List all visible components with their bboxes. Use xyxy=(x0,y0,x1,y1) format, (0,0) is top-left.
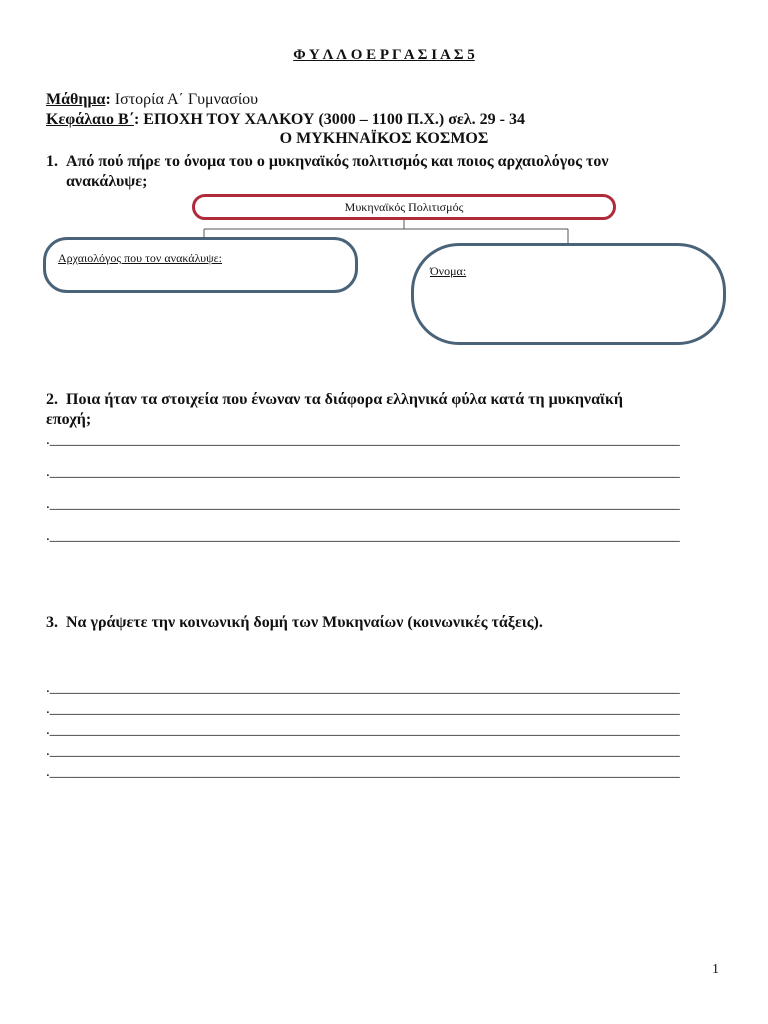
question-number: 2. xyxy=(46,391,58,408)
name-box[interactable] xyxy=(411,243,726,345)
answer-line[interactable]: .____________________________________________________________________________________ xyxy=(46,496,680,512)
question-text-cont: ανακάλυψε; xyxy=(66,173,148,190)
answer-line[interactable]: .____________________________________________________________________________________ xyxy=(46,743,680,759)
diagram-main-box xyxy=(192,194,616,220)
answer-line[interactable]: .____________________________________________________________________________________ xyxy=(46,528,680,544)
page-number: 1 xyxy=(712,962,719,977)
section-heading: Ο ΜΥΚΗΝΑΪΚΟΣ ΚΟΣΜΟΣ xyxy=(279,130,489,147)
question-text: Ποια ήταν τα στοιχεία που ένωναν τα διάφορα ελληνικά φύλα κατά τη μυκηναϊκή xyxy=(66,391,623,408)
answer-line[interactable]: .____________________________________________________________________________________ xyxy=(46,432,680,448)
answer-line[interactable]: .____________________________________________________________________________________ xyxy=(46,464,680,480)
answer-line[interactable]: .____________________________________________________________________________________ xyxy=(46,722,680,738)
question-text: Από πού πήρε το όνομα του ο μυκηναϊκός πολιτισμός και ποιος αρχαιολόγος τον xyxy=(66,153,609,170)
name-label: Όνομα: xyxy=(430,264,467,278)
answer-line[interactable]: .____________________________________________________________________________________ xyxy=(46,764,680,780)
archaeologist-box[interactable] xyxy=(43,237,358,293)
subject-colon: : xyxy=(105,91,111,108)
chapter-label: Κεφάλαιο Β΄ xyxy=(46,111,134,128)
chapter-value: : ΕΠΟΧΗ ΤΟΥ ΧΑΛΚΟΥ (3000 – 1100 Π.Χ.) σελ. 29 - 34 xyxy=(133,111,525,128)
worksheet-title: Φ Υ Λ Λ Ο Ε Ρ Γ Α Σ Ι Α Σ 5 xyxy=(293,47,475,63)
answer-line[interactable]: .____________________________________________________________________________________ xyxy=(46,680,680,696)
subject-value: Ιστορία Α΄ Γυμνασίου xyxy=(110,91,259,108)
question-text-cont: εποχή; xyxy=(46,411,92,428)
diagram-main-label: Μυκηναϊκός Πολιτισμός xyxy=(344,200,464,214)
answer-line[interactable]: .____________________________________________________________________________________ xyxy=(46,701,680,717)
question-number: 3. xyxy=(46,614,58,631)
subject-label: Μάθημα xyxy=(46,91,106,108)
question-text: Να γράψετε την κοινωνική δομή των Μυκηναίων (κοινωνικές τάξεις). xyxy=(66,614,543,631)
question-number: 1. xyxy=(46,153,58,170)
archaeologist-label: Αρχαιολόγος που τον ανακάλυψε: xyxy=(58,251,223,265)
question-2 xyxy=(46,390,746,430)
question-3 xyxy=(46,613,746,633)
